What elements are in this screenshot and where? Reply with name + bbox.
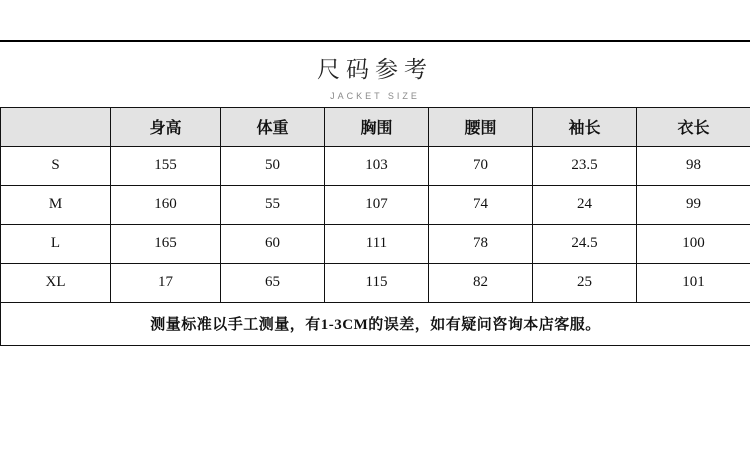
cell-height: 160	[111, 185, 221, 224]
cell-bust: 103	[325, 146, 429, 185]
cell-weight: 55	[221, 185, 325, 224]
table-row	[1, 263, 750, 302]
table-row	[1, 146, 750, 185]
cell-length: 100	[637, 224, 750, 263]
cell-height: 155	[111, 146, 221, 185]
row-size-label: XL	[1, 263, 111, 302]
cell-waist: 82	[429, 263, 533, 302]
measurement-note: 测量标准以手工测量，有1-3CM的误差，如有疑问咨询本店客服。	[1, 302, 750, 345]
cell-waist: 74	[429, 185, 533, 224]
cell-sleeve: 23.5	[533, 146, 637, 185]
column-header-sleeve: 袖长	[533, 107, 637, 146]
cell-height: 165	[111, 224, 221, 263]
cell-height: 17	[111, 263, 221, 302]
cell-weight: 50	[221, 146, 325, 185]
column-header-length: 衣长	[637, 107, 750, 146]
table-header-row	[1, 107, 750, 146]
table-footer	[1, 302, 750, 345]
table-corner-cell	[1, 107, 111, 146]
row-size-label: S	[1, 146, 111, 185]
cell-length: 99	[637, 185, 750, 224]
size-table	[0, 107, 750, 346]
page-title: 尺码参考	[0, 56, 750, 84]
cell-bust: 115	[325, 263, 429, 302]
table-body	[1, 146, 750, 302]
cell-sleeve: 24	[533, 185, 637, 224]
cell-length: 101	[637, 263, 750, 302]
cell-weight: 65	[221, 263, 325, 302]
cell-sleeve: 25	[533, 263, 637, 302]
table-row	[1, 224, 750, 263]
column-header-height: 身高	[111, 107, 221, 146]
cell-length: 98	[637, 146, 750, 185]
page-subtitle: JACKET SIZE	[0, 91, 750, 101]
table-row	[1, 185, 750, 224]
cell-waist: 78	[429, 224, 533, 263]
cell-weight: 60	[221, 224, 325, 263]
cell-bust: 111	[325, 224, 429, 263]
column-header-weight: 体重	[221, 107, 325, 146]
row-size-label: L	[1, 224, 111, 263]
title-block	[0, 42, 750, 107]
row-size-label: M	[1, 185, 111, 224]
column-header-bust: 胸围	[325, 107, 429, 146]
cell-sleeve: 24.5	[533, 224, 637, 263]
table-header	[1, 107, 750, 146]
size-chart-page	[0, 40, 750, 470]
cell-waist: 70	[429, 146, 533, 185]
cell-bust: 107	[325, 185, 429, 224]
column-header-waist: 腰围	[429, 107, 533, 146]
table-note-row	[1, 302, 750, 345]
